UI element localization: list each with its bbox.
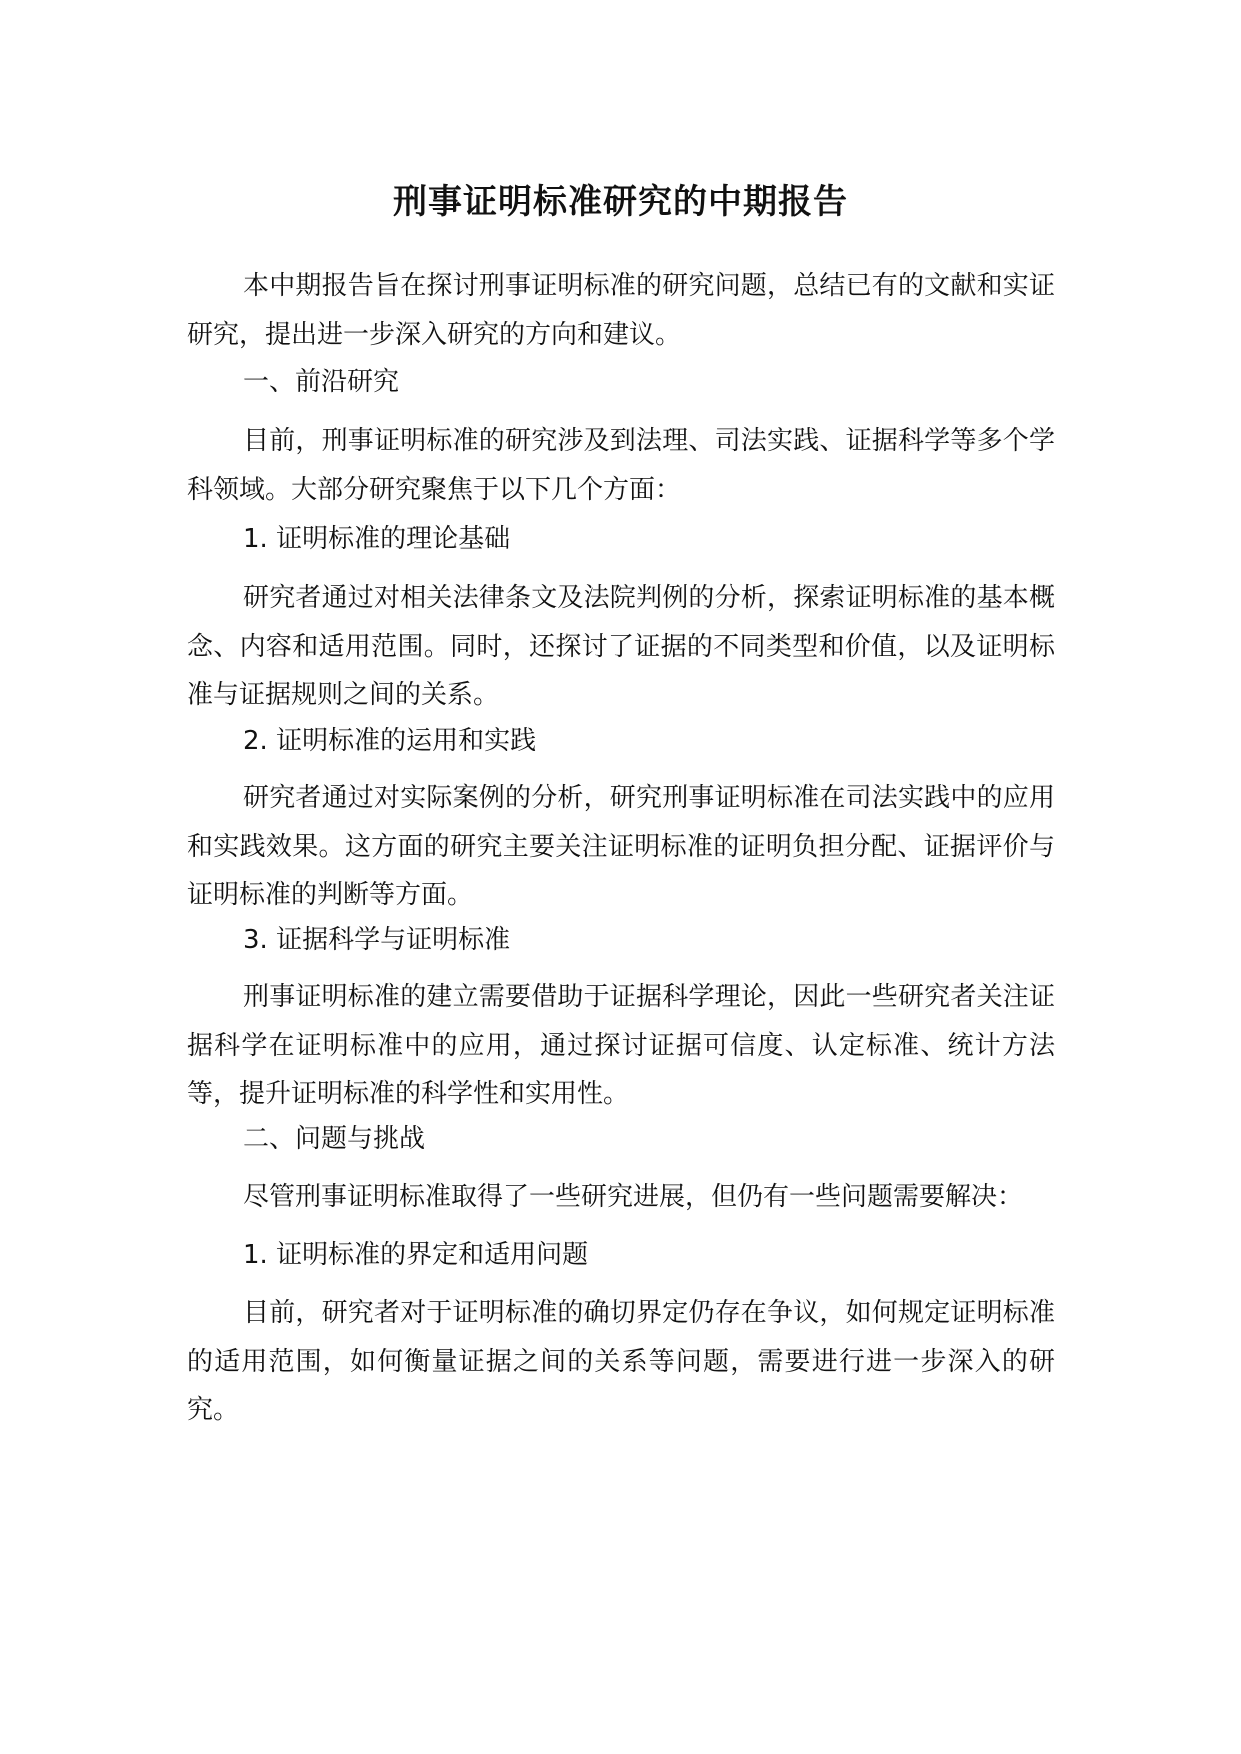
subheading-theoretical-basis: 1. 证明标准的理论基础 — [243, 524, 511, 554]
intro-paragraph: 本中期报告旨在探讨刑事证明标准的研究问题，总结已有的文献和实证研究，提出进一步深入研究的方向和建议。 — [187, 271, 1055, 350]
section-heading-frontier-research: 一、前沿研究 — [243, 367, 400, 397]
definition-application-paragraph: 目前，研究者对于证明标准的确切界定仍存在争议，如何规定证明标准的适用范围，如何衡量证据之间的关系等问题，需要进行进一步深入的研究。 — [187, 1298, 1055, 1425]
application-practice-paragraph: 研究者通过对实际案例的分析，研究刑事证明标准在司法实践中的应用和实践效果。这方面的研究主要关注证明标准的证明负担分配、证据评价与证明标准的判断等方面。 — [187, 783, 1055, 910]
subheading-evidence-science: 3. 证据科学与证明标准 — [243, 925, 511, 955]
evidence-science-paragraph: 刑事证明标准的建立需要借助于证据科学理论，因此一些研究者关注证据科学在证明标准中的应用，通过探讨证据可信度、认定标准、统计方法等，提升证明标准的科学性和实用性。 — [187, 982, 1055, 1109]
document-title: 刑事证明标准研究的中期报告 — [393, 182, 848, 222]
subheading-definition-application: 1. 证明标准的界定和适用问题 — [243, 1240, 589, 1270]
theoretical-basis-paragraph: 研究者通过对相关法律条文及法院判例的分析，探索证明标准的基本概念、内容和适用范围。同时，还探讨了证据的不同类型和价值，以及证明标准与证据规则之间的关系。 — [187, 583, 1055, 710]
frontier-research-paragraph: 目前，刑事证明标准的研究涉及到法理、司法实践、证据科学等多个学科领域。大部分研究聚焦于以下几个方面： — [187, 426, 1055, 505]
section-heading-problems-challenges: 二、问题与挑战 — [243, 1124, 426, 1154]
problems-intro-paragraph: 尽管刑事证明标准取得了一些研究进展，但仍有一些问题需要解决： — [243, 1182, 1024, 1212]
subheading-application-practice: 2. 证明标准的运用和实践 — [243, 726, 537, 756]
